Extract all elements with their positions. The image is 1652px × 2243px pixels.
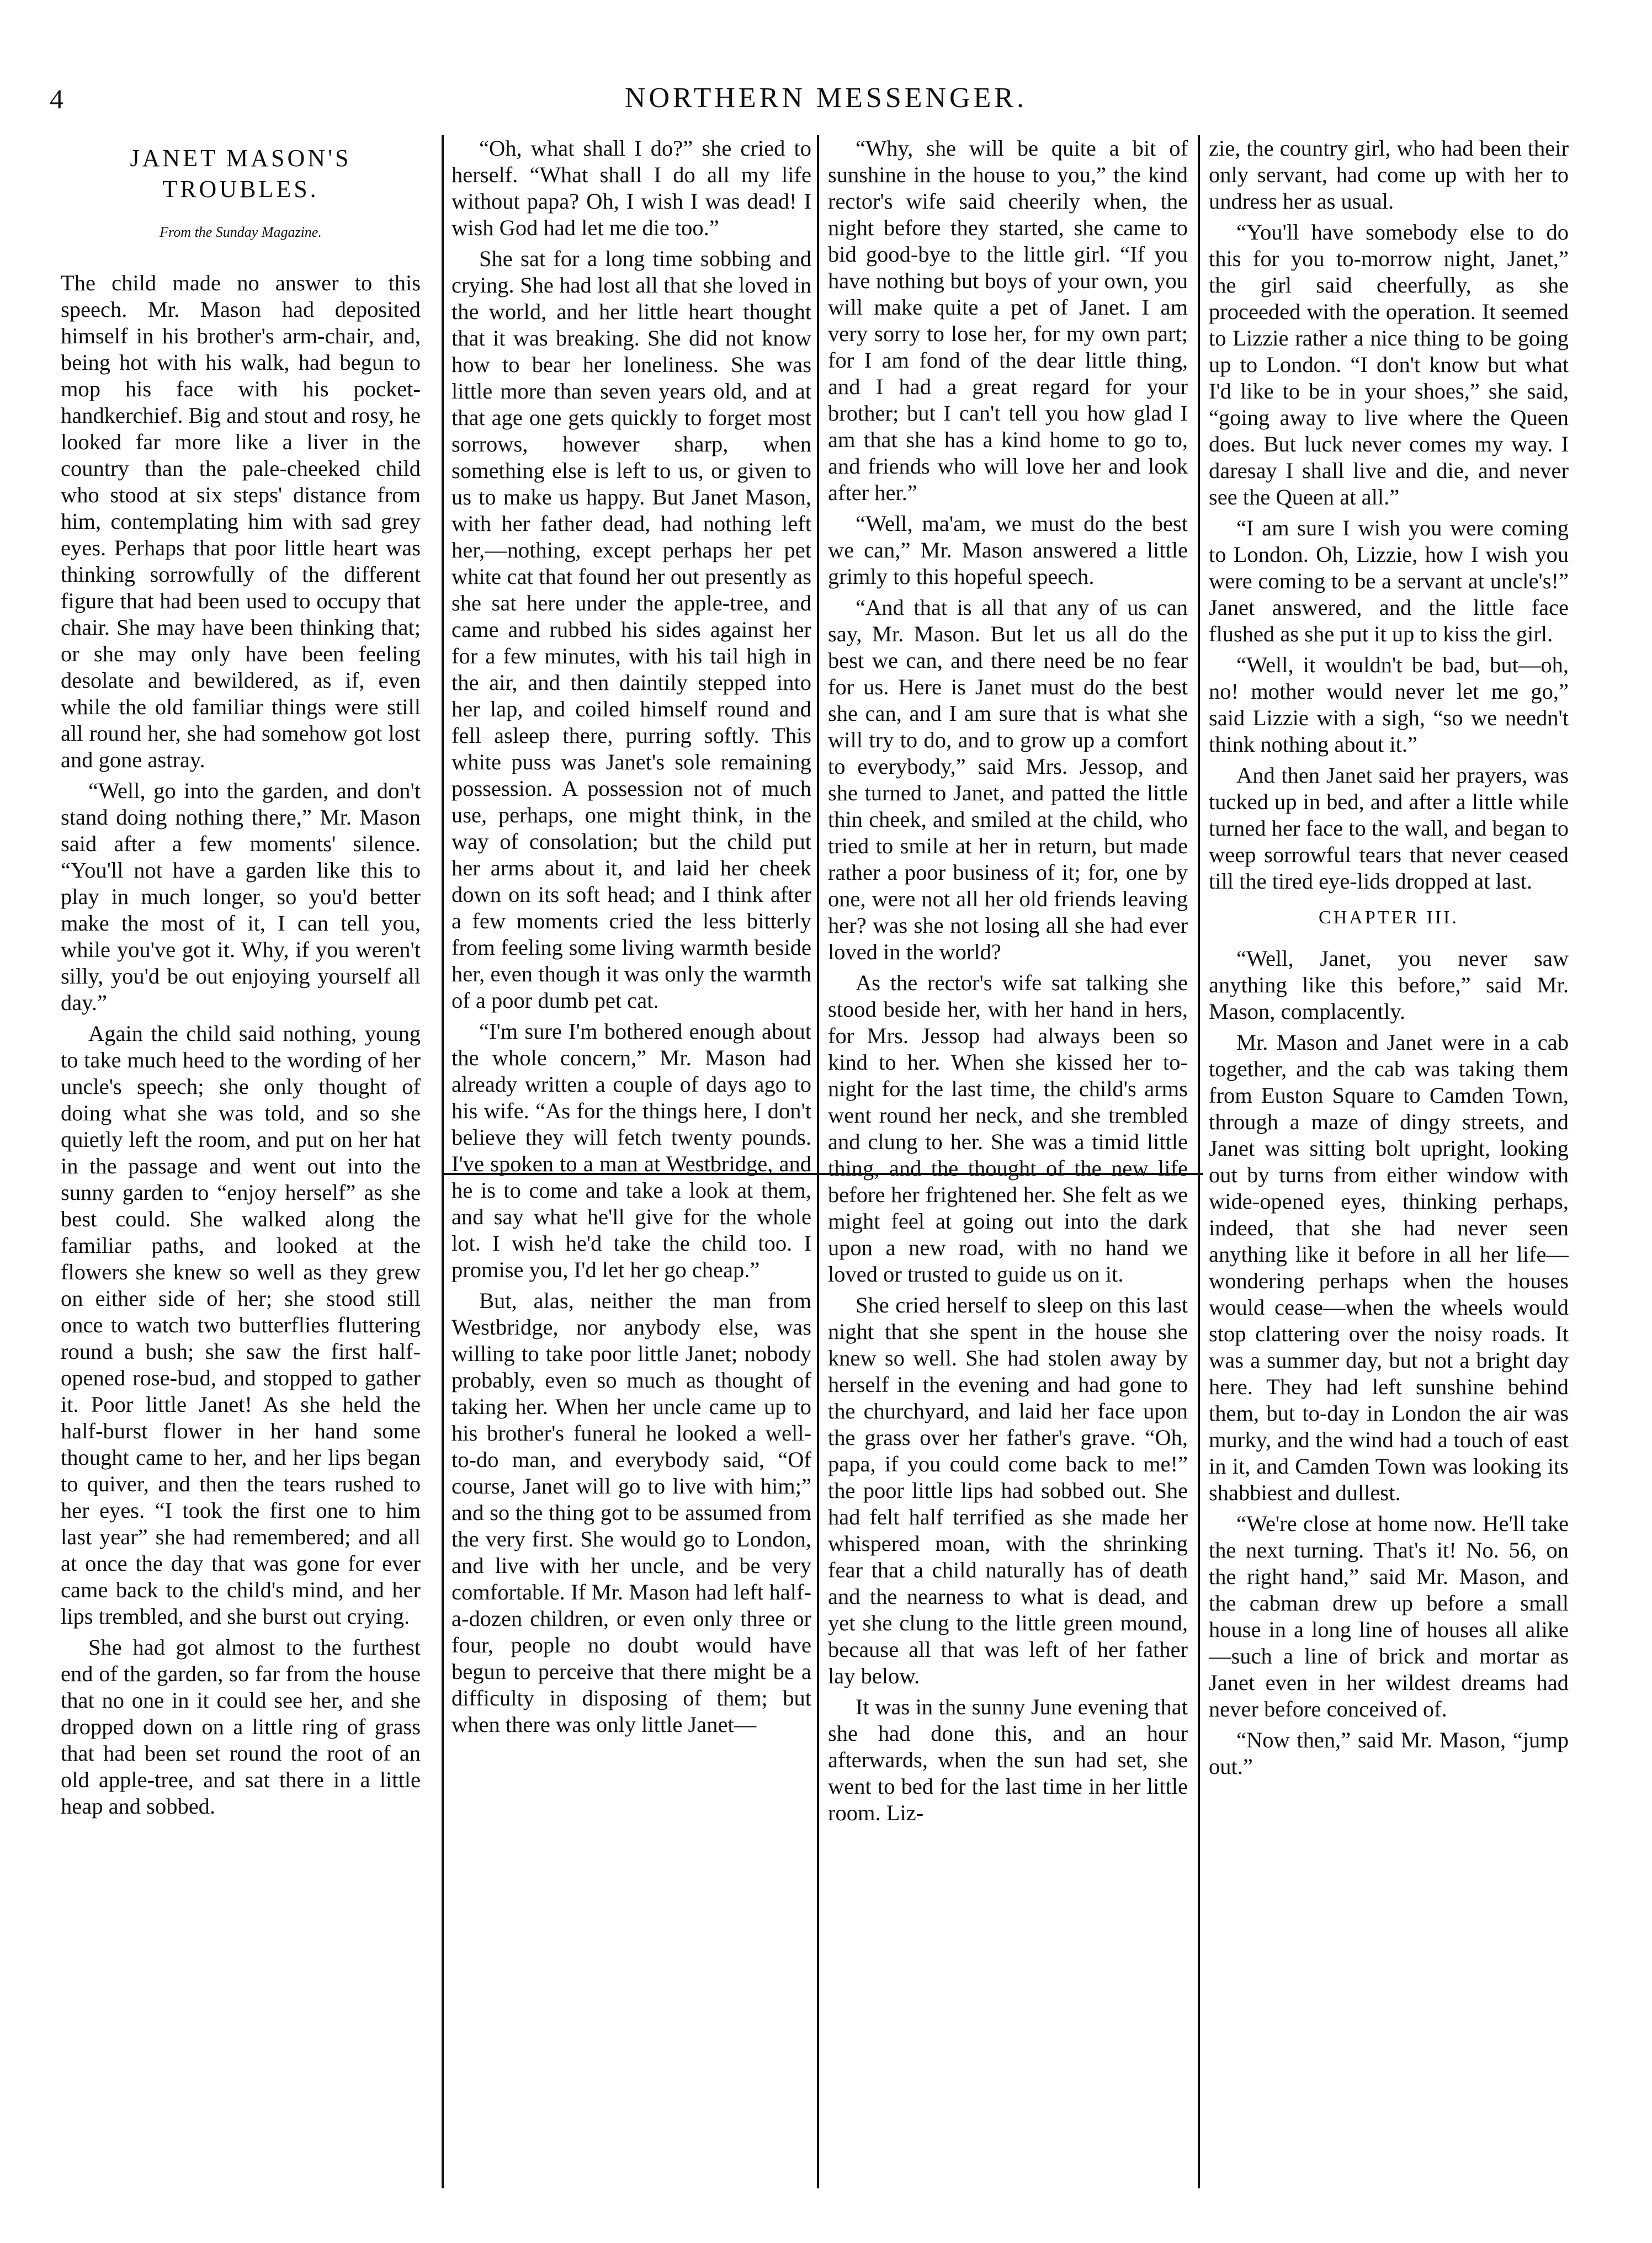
column-rule — [442, 135, 444, 2188]
paragraph: zie, the country girl, who had been their only servant, had come up with her to undress her as usual. — [1209, 136, 1569, 214]
paragraph: “I'm sure I'm bothered enough about the whole concern,” Mr. Mason had already written a couple of days ago to his wife. “As for the things here, I don't believe they will fetch twenty pounds. I've spoken to a man at Westbridge, and he is to come and take a look at them, and say what he'll give for the whole lot. I wish he'd take the child too. I promise you, I'd let her go cheap.” — [451, 1019, 811, 1282]
paragraph: “Oh, what shall I do?” she cried to herself. “What shall I do all my life without papa? Oh, I wish I was dead! I wish God had let me die too.” — [451, 136, 811, 240]
column-1 — [61, 135, 421, 2188]
paragraph: “Now then,” said Mr. Mason, “jump out.” — [1209, 1728, 1569, 1779]
paragraph: Mr. Mason and Janet were in a cab together, and the cab was taking them from Euston Square to Camden Town, through a maze of dingy streets, and Janet was sitting bolt upright, looking out by turns from either window with wide-opened eyes, thinking perhaps, indeed, that she had never seen anything like it before in all her life—wondering perhaps when the houses would cease—when the wheels would stop clattering over the noisy roads. It was a summer day, but not a bright day here. They had left sunshine behind them, but to-day in London the air was murky, and the wind had a touch of east in it, and Camden Town was looking its shabbiest and dullest. — [1209, 1030, 1569, 1505]
paragraph: “I am sure I wish you were coming to London. Oh, Lizzie, how I wish you were coming to be a servant at uncle's!” Janet answered, and the little face flushed as she put it up to kiss the girl. — [1209, 515, 1569, 646]
paragraph: “Well, it wouldn't be bad, but—oh, no! mother would never let me go,” said Lizzie with a sigh, “so we needn't think nothing about it.” — [1209, 652, 1569, 757]
page-number: 4 — [50, 83, 63, 114]
paragraph: And then Janet said her prayers, was tucked up in bed, and after a little while turned her face to the wall, and began to weep sorrowful tears that never ceased till the tired eye-lids dropped at last. — [1209, 763, 1569, 894]
column-4 — [1209, 135, 1569, 2188]
paragraph: The child made no answer to this speech. Mr. Mason had deposited himself in his brother's arm-chair, and, being hot with his walk, had begun to mop his face with his pocket-handkerchief. Big and stout and rosy, he looked far more like a liver in the country than the pale-cheeked child who stood at six steps' distance from him, contemplating him with sad grey eyes. Perhaps that poor little heart was thinking sorrowfully of the different figure that had been used to occupy that chair. She may have been thinking that; or she may only have been feeling desolate and bewildered, as if, even while the old familiar things were still all round her, she had somehow got lost and gone astray. — [61, 270, 421, 772]
column-2 — [451, 135, 811, 2188]
paragraph: “Well, Janet, you never saw anything like this before,” said Mr. Mason, complacently. — [1209, 946, 1569, 1024]
paragraph: She cried herself to sleep on this last night that she spent in the house she knew so well. She had stolen away by herself in the evening and had gone to the churchyard, and laid her face upon the grass over her father's grave. “Oh, papa, if you could come back to me!” the poor little lips had sobbed out. She had felt half terrified as she made her whispered moan, with the shrinking fear that a child naturally has of death and the nearness to what is dead, and yet she clung to the little green mound, because all that was left of her father lay below. — [828, 1293, 1188, 1688]
masthead: NORTHERN MESSENGER. — [624, 82, 1028, 114]
paragraph: Again the child said nothing, young to take much heed to the wording of her uncle's speech; she only thought of doing what she was told, and so she quietly left the room, and put on her hat in the passage and went out into the sunny garden to “enjoy herself” as she best could. She walked along the familiar paths, and looked at the flowers she knew so well as they grew on either side of her; she stood still once to watch two butterflies fluttering round a bush; she saw the first half-opened rose-bud, and stopped to gather it. Poor little Janet! As she held the half-burst flower in her hand some thought came to her, and her lips began to quiver, and then the tears rushed to her eyes. “I took the first one to him last year” she had remembered; and all at once the day that was gone for ever came back to the child's mind, and her lips trembled, and she burst out crying. — [61, 1021, 421, 1629]
paragraph: As the rector's wife sat talking she stood beside her, with her hand in hers, for Mrs. Jessop had always been so kind to her. When she kissed her to-night for the last time, the child's arms went round her neck, and she trembled and clung to her. She was a timid little thing, and the thought of the new life before her frightened her. She felt as we might feel at going out into the dark upon a new road, with no hand we loved or trusted to guide us on it. — [828, 970, 1188, 1287]
chapter-heading: CHAPTER III. — [1319, 907, 1459, 928]
column-3 — [828, 135, 1188, 2188]
paragraph: She sat for a long time sobbing and crying. She had lost all that she loved in the world, and her little heart thought that it was breaking. She did not know how to bear her loneliness. She was little more than seven years old, and at that age one gets quickly to forget most sorrows, however sharp, when something else is left to us, or given to us to make us happy. But Janet Mason, with her father dead, had nothing left her,—nothing, except perhaps her pet white cat that found her out presently as she sat here under the apple-tree, and came and rubbed his sides against her for a few minutes, with his tail high in the air, and then daintily stepped into her lap, and coiled himself round and fell asleep there, purring softly. This white puss was Janet's sole remaining possession. A possession not of much use, perhaps, one might think, in the way of consolation; but the child put her arms about it, and laid her cheek down on its soft head; and I think after a few moments cried the less bitterly from feeling some living warmth beside her, even though it was only the warmth of a poor dumb pet cat. — [451, 246, 811, 1013]
paragraph: “And that is all that any of us can say, Mr. Mason. But let us all do the best we can, and there need be no fear for us. Here is Janet must do the best she can, and I am sure that is what she will try to do, and to grow up a comfort to everybody,” said Mrs. Jessop, and she turned to Janet, and patted the little thin cheek, and smiled at the child, who tried to smile at her in return, but made rather a poor business of it; for, one by one, were not all her old friends leaving her? was she not losing all she had ever loved in the world? — [828, 595, 1188, 964]
paragraph: She had got almost to the furthest end of the garden, so far from the house that no one in it could see her, and she dropped down on a little ring of grass that had been set round the root of an old apple-tree, and sat there in a little heap and sobbed. — [61, 1635, 421, 1819]
paragraph: “Why, she will be quite a bit of sunshine in the house to you,” the kind rector's wife said cheerily when, the night before they started, she came to bid good-bye to the little girl. “If you have nothing but boys of your own, you will make quite a pet of Janet. I am very sorry to lose her, for my own part; for I am fond of the dear little thing, and I had a great regard for your brother; but I can't tell you how glad I am that she has a kind home to go to, and friends who will love her and look after her.” — [828, 136, 1188, 505]
column-rule — [817, 135, 819, 2188]
paragraph: “Well, ma'am, we must do the best we can,” Mr. Mason answered a little grimly to this hopeful speech. — [828, 511, 1188, 589]
paragraph: “You'll have somebody else to do this for you to-morrow night, Janet,” the girl said cheerfully, as she proceeded with the operation. It seemed to Lizzie rather a nice thing to be going up to London. “I don't know but what I'd like to be in your shoes,” she said, “going away to live where the Queen does. But luck never comes my way. I daresay I shall live and die, and never see the Queen at all.” — [1209, 220, 1569, 509]
story-source: From the Sunday Magazine. — [160, 224, 322, 240]
page-header — [44, 77, 1608, 127]
story-title: JANET MASON'S TROUBLES. — [130, 145, 352, 203]
column-rule — [1198, 135, 1200, 2188]
paragraph: “Well, go into the garden, and don't stand doing nothing there,” Mr. Mason said after a few moments' silence. “You'll not have a garden like this to play in much longer, so you'd better make the most of it, I can tell you, while you've got it. Why, if you weren't silly, you'd be out enjoying yourself all day.” — [61, 778, 421, 1015]
paragraph: It was in the sunny June evening that she had done this, and an hour afterwards, when the sun had set, she went to bed for the last time in her little room. Liz- — [828, 1694, 1188, 1825]
paragraph: “We're close at home now. He'll take the next turning. That's it! No. 56, on the right hand,” said Mr. Mason, and the cabman drew up before a small house in a long line of houses all alike—such a line of brick and mortar as Janet even in her wildest dreams had never before conceived of. — [1209, 1511, 1569, 1721]
paragraph: But, alas, neither the man from Westbridge, nor anybody else, was willing to take poor little Janet; nobody probably, even so much as thought of taking her. When her uncle came up to his brother's funeral he looked a well-to-do man, and everybody said, “Of course, Janet will go to live with him;” and so the thing got to be assumed from the very first. She would go to London, and live with her uncle, and be very comfortable. If Mr. Mason had left half-a-dozen children, or even only three or four, people no doubt would have begun to perceive that there might be a difficulty in disposing of them; but when there was only little Janet— — [451, 1288, 811, 1737]
